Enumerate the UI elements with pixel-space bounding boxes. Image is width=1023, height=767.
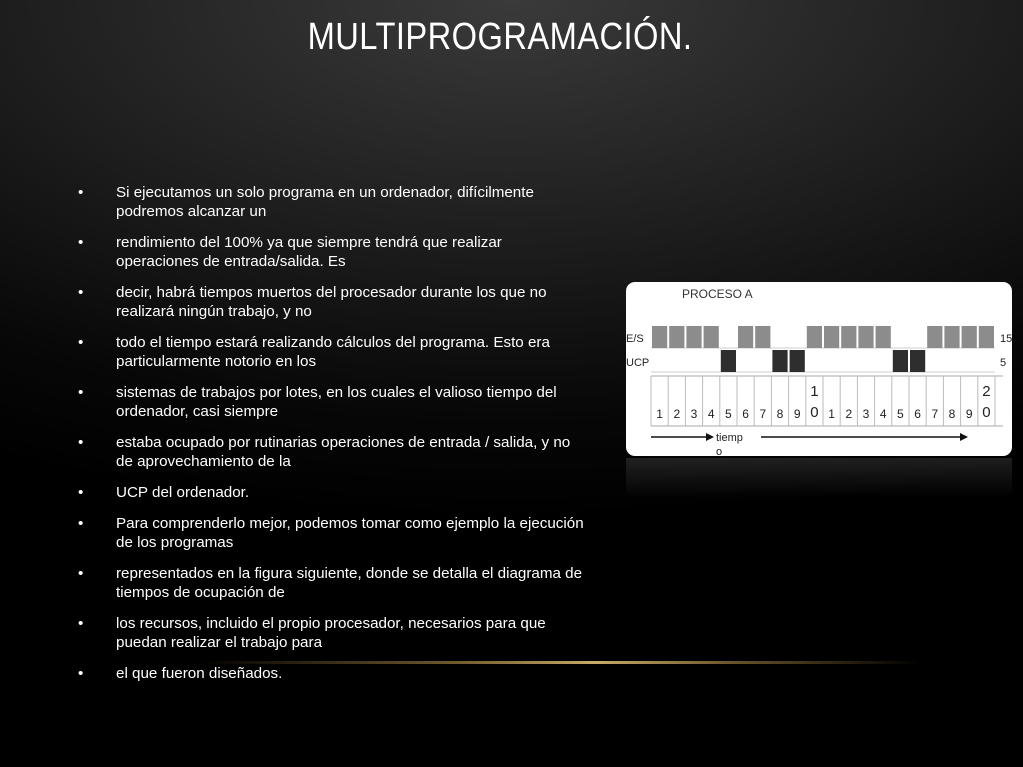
bullet-text: Si ejecutamos un solo programa en un ordenador, difícilmente podremos alcanzar un xyxy=(116,184,534,220)
tick-label: 8 xyxy=(776,407,784,421)
bullet-item xyxy=(78,614,588,652)
occupied-cell xyxy=(824,326,839,348)
bullet-text: decir, habrá tiempos muertos del procesador durante los que no realizará ningún trabajo, y no xyxy=(116,284,547,320)
tick-label: 2 0 xyxy=(982,383,991,421)
arrow-head-icon xyxy=(960,433,968,441)
row-value: 5 xyxy=(1000,357,1007,369)
bullet-text: los recursos, incluido el propio procesador, necesarios para que puedan realizar el trabajo para xyxy=(116,615,546,651)
bullet-dot: • xyxy=(78,334,84,351)
occupied-cell xyxy=(669,326,684,348)
tick-label: 1 xyxy=(656,407,663,421)
tick-label: 1 xyxy=(828,407,835,421)
tick-label: 5 xyxy=(897,407,904,421)
occupied-cell xyxy=(704,326,719,348)
bullet-item xyxy=(78,483,588,502)
bullet-dot: • xyxy=(78,515,84,532)
bullet-item xyxy=(78,564,588,602)
figure-reflection xyxy=(626,458,1012,498)
occupied-cell xyxy=(858,326,873,348)
tick-label: 1 0 xyxy=(810,383,819,421)
occupied-cell xyxy=(755,326,770,348)
bullet-item xyxy=(78,514,588,552)
slide-title: MULTIPROGRAMACIÓN. xyxy=(307,16,693,58)
bullet-dot: • xyxy=(78,484,84,501)
occupied-cell xyxy=(738,326,753,348)
occupied-cell xyxy=(721,350,736,372)
timing-diagram-figure xyxy=(626,282,1012,456)
bullet-text: representados en la figura siguiente, donde se detalla el diagrama de tiempos de ocupación de xyxy=(116,565,583,601)
bullet-item xyxy=(78,283,588,321)
row-label: E/S xyxy=(626,333,644,345)
bullet-dot: • xyxy=(78,384,84,401)
bullet-dot: • xyxy=(78,234,84,251)
bullet-text: Para comprenderlo mejor, podemos tomar como ejemplo la ejecución de los programas xyxy=(116,515,584,551)
occupied-cell xyxy=(652,326,667,348)
bullet-item xyxy=(78,333,588,371)
tick-label: 6 xyxy=(742,407,749,421)
row-value: 15 xyxy=(1000,333,1012,345)
bullet-item xyxy=(78,664,588,683)
tick-label: 7 xyxy=(931,407,939,421)
occupied-cell xyxy=(944,326,959,348)
bullet-item xyxy=(78,233,588,271)
figure-title: PROCESO A xyxy=(682,287,753,301)
tick-label: 3 xyxy=(862,407,870,421)
tick-label: 9 xyxy=(793,407,801,421)
bullet-dot: • xyxy=(78,434,84,451)
bullet-text: el que fueron diseñados. xyxy=(116,665,283,682)
bullet-dot: • xyxy=(78,565,84,582)
bullet-dot: • xyxy=(78,184,84,201)
bullet-text: todo el tiempo estará realizando cálculos del programa. Esto era particularmente notorio en los xyxy=(116,334,550,370)
bullet-dot: • xyxy=(78,665,84,682)
tick-label: 2 xyxy=(845,407,853,421)
tick-label: 3 xyxy=(690,407,698,421)
tick-label: 2 xyxy=(673,407,681,421)
bullet-list xyxy=(78,183,588,695)
decorative-gold-line xyxy=(200,661,920,664)
occupied-cell xyxy=(927,326,942,348)
occupied-cell xyxy=(962,326,977,348)
tick-label: 7 xyxy=(759,407,767,421)
occupied-cell xyxy=(910,350,925,372)
bullet-text: UCP del ordenador. xyxy=(116,484,250,501)
occupied-cell xyxy=(772,350,787,372)
bullet-text: estaba ocupado por rutinarias operaciones de entrada / salida, y no de aprovechamiento de la xyxy=(116,434,571,470)
occupied-cell xyxy=(876,326,891,348)
bullet-dot: • xyxy=(78,615,84,632)
occupied-cell xyxy=(841,326,856,348)
tick-label: 4 xyxy=(879,407,887,421)
bullet-text: sistemas de trabajos por lotes, en los cuales el valioso tiempo del ordenador, casi siempre xyxy=(116,384,557,420)
tick-label: 5 xyxy=(725,407,732,421)
bullet-item xyxy=(78,383,588,421)
tick-label: 8 xyxy=(948,407,956,421)
occupied-cell xyxy=(979,326,994,348)
row-label: UCP xyxy=(626,357,650,369)
tick-label: 4 xyxy=(707,407,715,421)
tick-label: 9 xyxy=(965,407,973,421)
bullet-item xyxy=(78,433,588,471)
occupied-cell xyxy=(790,350,805,372)
bullet-item xyxy=(78,183,588,221)
occupied-cell xyxy=(686,326,701,348)
timing-diagram xyxy=(626,282,1012,456)
occupied-cell xyxy=(807,326,822,348)
arrow-head-icon xyxy=(706,433,714,441)
tick-label: 6 xyxy=(914,407,921,421)
bullet-text: rendimiento del 100% ya que siempre tendrá que realizar operaciones de entrada/salida. Es xyxy=(116,234,502,270)
time-axis-label: tiemp o xyxy=(716,432,743,456)
bullet-dot: • xyxy=(78,284,84,301)
occupied-cell xyxy=(893,350,908,372)
